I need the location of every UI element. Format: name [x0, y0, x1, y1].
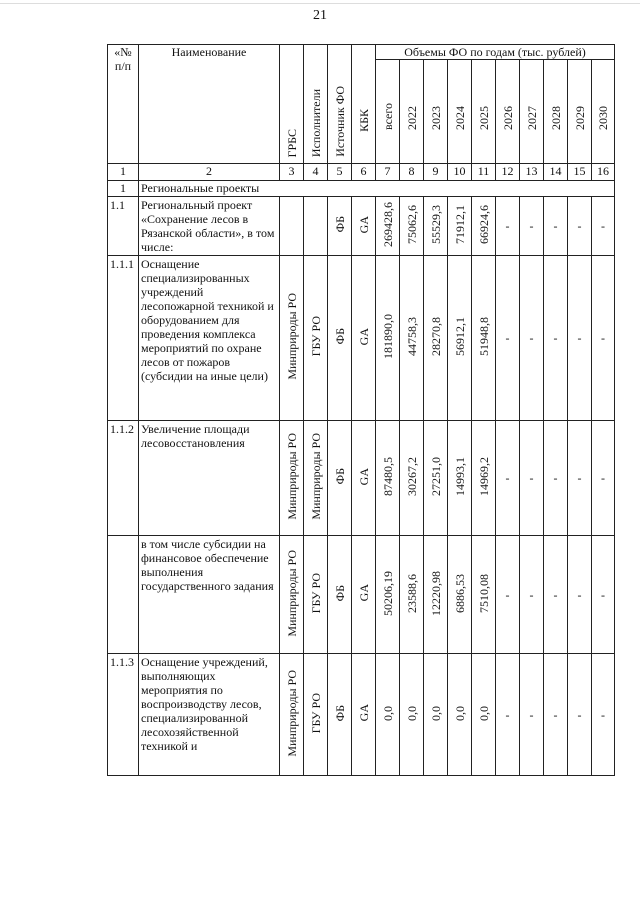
column-number: 2 [139, 164, 280, 181]
row-value: - [568, 421, 592, 536]
row-value: - [496, 421, 520, 536]
column-number: 12 [496, 164, 520, 181]
grbs-text: Минприроды РО [284, 433, 299, 520]
row-value: - [568, 197, 592, 256]
header-year: 2025 [476, 106, 491, 130]
year-value: 7510,08 [476, 573, 491, 613]
page-number: 21 [313, 8, 327, 23]
total-value: 0,0 [380, 705, 395, 721]
row-value [400, 256, 424, 421]
header-year: 2029 [572, 106, 587, 130]
row-source [328, 256, 352, 421]
row-index: 1.1.3 [108, 654, 139, 776]
row-value: - [544, 654, 568, 776]
row-grbs [280, 256, 304, 421]
row-kbk [352, 256, 376, 421]
table-row [108, 654, 615, 776]
header-year-cell [496, 60, 520, 164]
row-name: Региональный проект «Сохранение лесов в Рязанской области», в том числе: [139, 197, 280, 256]
exec-text: Минприроды РО [308, 433, 323, 520]
row-index: 1.1.1 [108, 256, 139, 421]
header-year-cell [592, 60, 615, 164]
row-value [400, 197, 424, 256]
row-grbs [280, 536, 304, 654]
header-year: 2027 [524, 106, 539, 130]
header-year-cell [472, 60, 496, 164]
section-row [108, 181, 615, 197]
column-number-row [108, 164, 615, 181]
source-text: ФБ [332, 328, 347, 345]
row-value [400, 421, 424, 536]
row-index: 1 [108, 181, 139, 197]
row-total [376, 654, 400, 776]
row-total [376, 421, 400, 536]
total-value: 50206,19 [380, 570, 395, 616]
row-kbk [352, 421, 376, 536]
year-value: 14993,1 [452, 457, 467, 496]
row-exec [304, 256, 328, 421]
header-year-cell [544, 60, 568, 164]
kbk-text: GA [356, 327, 371, 346]
column-number: 14 [544, 164, 568, 181]
row-name: Региональные проекты [139, 181, 615, 197]
source-text: ФБ [332, 468, 347, 485]
row-value: - [496, 256, 520, 421]
column-number: 7 [376, 164, 400, 181]
row-value: - [592, 421, 615, 536]
row-value [424, 256, 448, 421]
row-source [328, 197, 352, 256]
source-text: ФБ [332, 704, 347, 722]
row-name: Оснащение специализированных учреждений лесопожарной техникой и оборудованием для проведения комплекса мероприятий по охране лесов от пожаров (субсидии на иные цели) [139, 256, 280, 421]
row-value: - [496, 536, 520, 654]
row-value [448, 536, 472, 654]
table-row [108, 536, 615, 654]
header-source-cell [328, 45, 352, 164]
header-kbk: КБК [356, 109, 371, 132]
row-value: - [496, 197, 520, 256]
header-source: Источник ФО [332, 86, 347, 157]
row-index: 1.1.2 [108, 421, 139, 536]
total-value: 87480,5 [380, 457, 395, 496]
header-grbs: ГРБС [284, 128, 299, 157]
row-value [448, 256, 472, 421]
year-value: 6886,53 [452, 573, 467, 613]
row-value: - [520, 536, 544, 654]
row-value [472, 197, 496, 256]
row-value: - [592, 654, 615, 776]
column-number: 4 [304, 164, 328, 181]
row-value: - [520, 256, 544, 421]
row-exec [304, 536, 328, 654]
header-year-cell [568, 60, 592, 164]
column-number: 3 [280, 164, 304, 181]
year-value: 55529,3 [428, 205, 443, 244]
row-total [376, 536, 400, 654]
row-value [400, 536, 424, 654]
header-year-cell [400, 60, 424, 164]
row-kbk [352, 197, 376, 256]
header-year-cell [448, 60, 472, 164]
header-year: 2028 [548, 106, 563, 130]
row-grbs [280, 421, 304, 536]
exec-text: ГБУ РО [308, 572, 323, 614]
header-volumes-cell [376, 45, 615, 60]
year-value: 30267,2 [404, 457, 419, 496]
row-kbk [352, 536, 376, 654]
row-total [376, 197, 400, 256]
row-source [328, 421, 352, 536]
header-exec-cell [304, 45, 328, 164]
column-number: 8 [400, 164, 424, 181]
year-value: 75062,6 [404, 205, 419, 244]
column-number: 6 [352, 164, 376, 181]
column-number: 1 [108, 164, 139, 181]
column-number: 10 [448, 164, 472, 181]
header-exec: Исполнители [308, 88, 323, 157]
year-value: 66924,6 [476, 205, 491, 244]
year-value: 0,0 [428, 705, 443, 721]
grbs-text: Минприроды РО [284, 549, 299, 637]
year-value: 0,0 [452, 705, 467, 721]
row-total [376, 256, 400, 421]
year-value: 27251,0 [428, 457, 443, 496]
grbs-text: Минприроды РО [284, 293, 299, 380]
year-value: 71912,1 [452, 205, 467, 244]
row-value: - [544, 536, 568, 654]
header-grbs-cell [280, 45, 304, 164]
row-value [424, 421, 448, 536]
header-year: 2030 [596, 106, 611, 130]
source-text: ФБ [332, 584, 347, 602]
row-name: в том числе субсидии на финансовое обеспечение выполнения государственного задания [139, 536, 280, 654]
row-kbk [352, 654, 376, 776]
header-year: 2026 [500, 106, 515, 130]
year-value: 56912,1 [452, 317, 467, 356]
year-value: 23588,6 [404, 573, 419, 613]
source-text: ФБ [332, 216, 347, 233]
header-kbk-cell [352, 45, 376, 164]
row-value [424, 654, 448, 776]
row-index: 1.1 [108, 197, 139, 256]
column-number: 9 [424, 164, 448, 181]
row-name: Оснащение учреждений, выполняющих мероприятия по воспроизводству лесов, специализированной лесохозяйственной техникой и [139, 654, 280, 776]
row-value: - [520, 197, 544, 256]
row-value [472, 421, 496, 536]
year-value: 28270,8 [428, 317, 443, 356]
row-value [448, 654, 472, 776]
row-value: - [568, 654, 592, 776]
row-value [472, 654, 496, 776]
scan-artifact-line [0, 3, 640, 4]
header-name: Наименование [171, 45, 247, 59]
kbk-text: GA [356, 704, 371, 722]
row-exec [304, 197, 328, 256]
row-value: - [520, 654, 544, 776]
header-total-cell [376, 60, 400, 164]
row-grbs [280, 654, 304, 776]
row-value [424, 536, 448, 654]
row-value: - [544, 421, 568, 536]
row-value [448, 197, 472, 256]
row-source [328, 654, 352, 776]
row-value [400, 654, 424, 776]
header-name-cell [139, 45, 280, 164]
row-grbs [280, 197, 304, 256]
header-year-cell [520, 60, 544, 164]
row-value [448, 421, 472, 536]
table-row [108, 197, 615, 256]
row-value [472, 536, 496, 654]
total-value: 181890,0 [380, 314, 395, 359]
row-value: - [592, 197, 615, 256]
kbk-text: GA [356, 467, 371, 486]
header-year-cell [424, 60, 448, 164]
exec-text: ГБУ РО [308, 692, 323, 734]
header-total: всего [380, 102, 395, 130]
row-value: - [592, 536, 615, 654]
row-exec [304, 654, 328, 776]
row-value [472, 256, 496, 421]
table-row [108, 256, 615, 421]
header-num-cell [108, 45, 139, 164]
header-volumes: Объемы ФО по годам (тыс. рублей) [404, 45, 586, 59]
year-value: 14969,2 [476, 457, 491, 496]
budget-table [107, 44, 615, 776]
column-number: 11 [472, 164, 496, 181]
row-name: Увеличение площади лесовосстановления [139, 421, 280, 536]
row-value: - [544, 197, 568, 256]
grbs-text: Минприроды РО [284, 669, 299, 757]
header-num: «№ п/п [114, 45, 132, 73]
row-value: - [496, 654, 520, 776]
kbk-text: GA [356, 584, 371, 602]
row-value: - [568, 536, 592, 654]
row-value: - [568, 256, 592, 421]
table-row [108, 421, 615, 536]
year-value: 44758,3 [404, 317, 419, 356]
column-number: 13 [520, 164, 544, 181]
column-number: 5 [328, 164, 352, 181]
year-value: 51948,8 [476, 317, 491, 356]
column-number: 16 [592, 164, 615, 181]
year-value: 0,0 [476, 705, 491, 721]
header-year: 2024 [452, 106, 467, 130]
row-value: - [592, 256, 615, 421]
row-value [424, 197, 448, 256]
row-value: - [544, 256, 568, 421]
year-value: 0,0 [404, 705, 419, 721]
header-year: 2022 [404, 106, 419, 130]
total-value: 269428,6 [380, 202, 395, 247]
header-year: 2023 [428, 106, 443, 130]
exec-text: ГБУ РО [308, 316, 323, 357]
row-index [108, 536, 139, 654]
year-value: 12220,98 [428, 570, 443, 616]
row-exec [304, 421, 328, 536]
row-source [328, 536, 352, 654]
kbk-text: GA [356, 215, 371, 234]
column-number: 15 [568, 164, 592, 181]
row-value: - [520, 421, 544, 536]
